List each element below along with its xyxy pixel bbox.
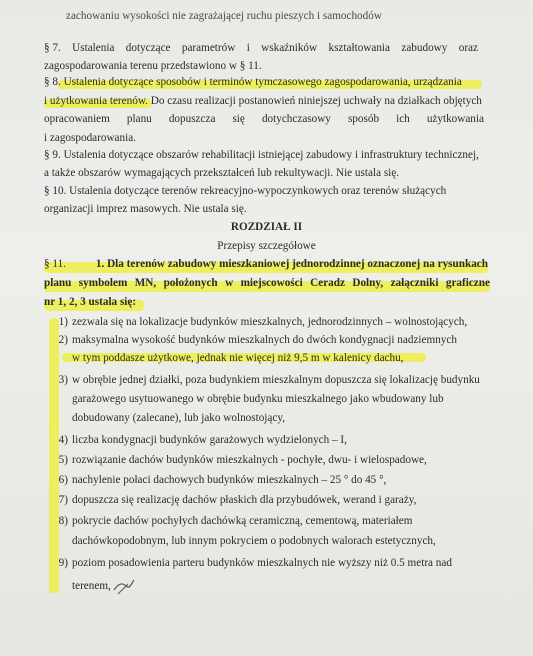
list-item-number: 8) bbox=[58, 515, 68, 527]
section-8-line-1: § 8. Ustalenia dotyczące sposobów i terminów tymczasowego zagospodarowania, urządzania bbox=[44, 76, 462, 88]
list-item-continuation: terenem, bbox=[72, 580, 111, 592]
list-item-continuation: garażowego usytuowanego w obrębie budynku mieszkalnego jako wbudowany lub bbox=[72, 393, 444, 405]
list-item-number: 3) bbox=[58, 374, 68, 386]
list-item: 8) pokrycie dachów pochyłych dachówką ceramiczną, cementową, materiałem bbox=[50, 515, 490, 528]
chapter-heading: ROZDZIAŁ II bbox=[230, 221, 303, 233]
section-7-line-1: § 7. Ustalenia dotyczące parametrów i wskaźników kształtowania zabudowy oraz bbox=[44, 42, 478, 54]
list-item-number: 2) bbox=[58, 334, 68, 346]
list-item-continuation: dobudowany (zalecane), lub jako wolnostojący, bbox=[72, 412, 286, 424]
section-8-line-3: opracowaniem planu dopuszcza się dotychczasowy sposób ich użytkowania bbox=[44, 113, 484, 125]
list-item-number: 4) bbox=[58, 434, 68, 446]
section-7-line-2: zagospodarowania terenu przedstawiono w § 11. bbox=[44, 60, 262, 72]
section-11-line-3: nr 1, 2, 3 ustala się: bbox=[44, 296, 137, 308]
list-item: 2) maksymalna wysokość budynków mieszkalnych do dwóch kondygnacji nadziemnych bbox=[50, 334, 457, 347]
list-item: 5) rozwiązanie dachów budynków mieszkalnych - pochyłe, dwu- i wielospadowe, bbox=[50, 454, 427, 467]
section-11-line-2: planu symbolem MN, położonych w miejscowości Ceradz Dolny, załączniki graficzne bbox=[44, 277, 490, 289]
section-10-line-1: § 10. Ustalenia dotyczące terenów rekreacyjno-wypoczynkowych oraz terenów służących bbox=[44, 185, 447, 197]
list-item-number: 5) bbox=[58, 454, 68, 466]
section-8-line-2: i użytkowania terenów. Do czasu realizacji postanowień niniejszej uchwały na działkach objętych bbox=[44, 95, 482, 107]
list-item: 7) dopuszcza się realizację dachów płaskich dla przybudówek, werand i garaży, bbox=[50, 494, 416, 507]
list-item-number: 6) bbox=[58, 474, 68, 486]
list-item: 3) w obrębie jednej działki, poza budynkiem mieszkalnym dopuszcza się lokalizację budynku bbox=[50, 374, 480, 387]
section-10-line-2: organizacji imprez masowych. Nie ustala się. bbox=[44, 203, 247, 215]
list-item-continuation: w tym poddasze użytkowe, jednak nie więcej niż 9,5 m w kalenicy dachu, bbox=[72, 352, 404, 364]
handwritten-tick-mark bbox=[112, 578, 136, 596]
list-item-number: 1) bbox=[58, 316, 68, 328]
list-item-continuation: dachówkopodobnym, lub innym pokryciem o podobnych walorach estetycznych, bbox=[72, 535, 436, 547]
chapter-title: Przepisy szczegółowe bbox=[217, 240, 316, 252]
top-line: zachowaniu wysokości nie zagrażającej ruchu pieszych i samochodów bbox=[66, 10, 382, 22]
list-item-number: 7) bbox=[58, 494, 68, 506]
list-item-number: 9) bbox=[58, 557, 68, 569]
section-9-line-2: a także obszarów wymagających przekształceń lub rekultywacji. Nie ustala się. bbox=[44, 167, 400, 179]
list-item: 1) zezwala się na lokalizacje budynków mieszkalnych, jednorodzinnych – wolnostojących, bbox=[50, 316, 467, 329]
section-8-line-4: i zagospodarowania. bbox=[44, 132, 136, 144]
section-9-line-1: § 9. Ustalenia dotyczące obszarów rehabilitacji istniejącej zabudowy i infrastruktury technicznej, bbox=[44, 149, 479, 161]
section-11-line-1: § 11. 1. Dla terenów zabudowy mieszkaniowej jednorodzinnej oznaczonej na rysunkach bbox=[44, 258, 488, 270]
list-item: 6) nachylenie połaci dachowych budynków mieszkalnych – 25 ° do 45 °, bbox=[50, 474, 386, 487]
list-item: 4) liczba kondygnacji budynków garażowych wydzielonych – I, bbox=[50, 434, 347, 447]
list-item: 9) poziom posadowienia parteru budynków mieszkalnych nie wyższy niż 0.5 metra nad bbox=[50, 557, 452, 570]
